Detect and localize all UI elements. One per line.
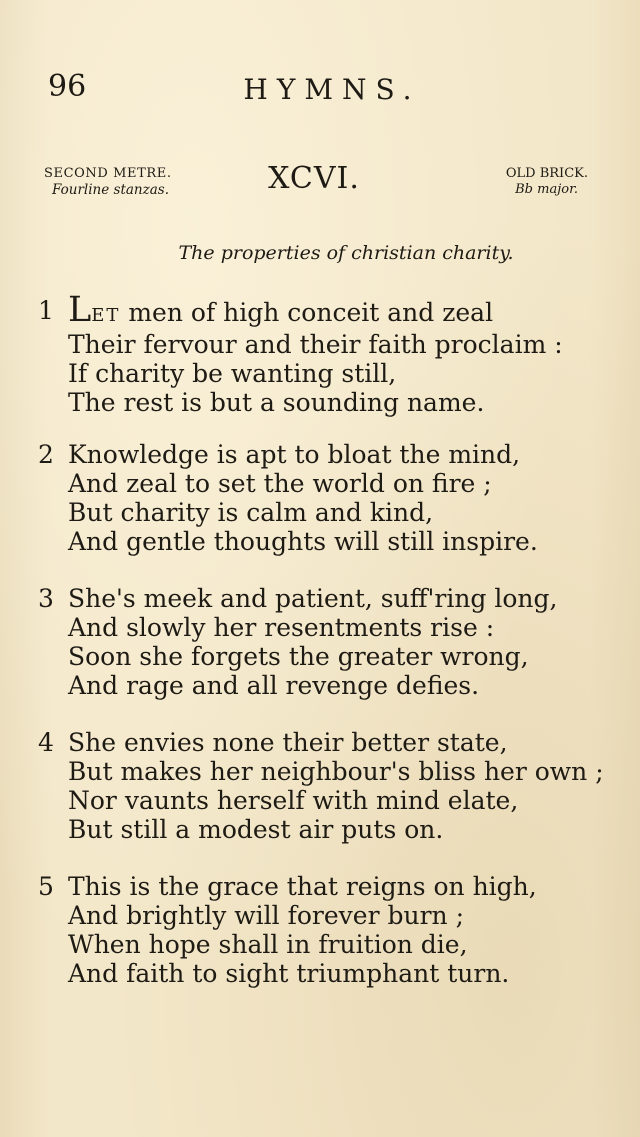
stanza-4 — [0, 728, 640, 872]
stanza-lines — [68, 872, 537, 988]
verse-line: And brightly will forever burn ; — [68, 901, 464, 930]
verse-line: She's meek and patient, suff'ring long, — [68, 584, 558, 613]
stanza-number: 4 — [38, 728, 54, 757]
verse-line: But charity is calm and kind, — [68, 498, 434, 527]
verse-line: If charity be wanting still, — [68, 359, 397, 388]
verse-line: Nor vaunts herself with mind elate, — [68, 786, 519, 815]
stanza-form: Fourline stanzas. — [52, 182, 169, 198]
stanza-number: 5 — [38, 872, 54, 901]
verse-line: This is the grace that reigns on high, — [68, 872, 537, 901]
verse-line: But makes her neighbour's bliss her own ; — [68, 757, 604, 786]
verse-line-rest: men of high conceit and zeal — [120, 298, 494, 327]
verse-line: And zeal to set the world on fire ; — [68, 469, 492, 498]
stanza-number: 1 — [38, 296, 54, 325]
running-head: HYMNS. — [243, 73, 421, 106]
stanza-number: 3 — [38, 584, 54, 613]
stanza-1 — [0, 290, 640, 440]
page-number: 96 — [48, 69, 87, 104]
verse-line-first — [68, 290, 563, 330]
verse-line: But still a modest air puts on. — [68, 815, 444, 844]
verse-line: And gentle thoughts will still inspire. — [68, 527, 538, 556]
verse-line: She envies none their better state, — [68, 728, 508, 757]
verse-line: Knowledge is apt to bloat the mind, — [68, 440, 521, 469]
verse-line: And rage and all revenge defies. — [68, 671, 480, 700]
stanza-lines — [68, 584, 557, 700]
stanza-2 — [0, 440, 640, 584]
small-caps: ET — [91, 305, 121, 326]
stanza-lines — [68, 290, 563, 417]
stanza-5 — [0, 872, 640, 1016]
drop-cap: L — [68, 290, 92, 330]
verse-line: And faith to sight triumphant turn. — [68, 959, 510, 988]
verse-line: Soon she forgets the greater wrong, — [68, 642, 529, 671]
verse-line: The rest is but a sounding name. — [68, 388, 485, 417]
tune-key: Bb major. — [515, 182, 578, 197]
metre-name: SECOND METRE. — [44, 166, 172, 181]
stanza-3 — [0, 584, 640, 728]
tune-info — [506, 166, 588, 198]
verse-line: When hope shall in fruition die, — [68, 930, 468, 959]
verse-line: Their fervour and their faith proclaim : — [68, 330, 563, 359]
tune-name: OLD BRICK. — [505, 166, 588, 181]
hymn-title: The properties of christian charity. — [178, 242, 514, 264]
stanza-number: 2 — [38, 440, 54, 469]
hymn-number: XCVI. — [268, 161, 360, 196]
verse-line: And slowly her resentments rise : — [68, 613, 495, 642]
stanza-lines — [68, 728, 604, 844]
stanza-list — [0, 290, 640, 1016]
stanza-lines — [68, 440, 538, 556]
